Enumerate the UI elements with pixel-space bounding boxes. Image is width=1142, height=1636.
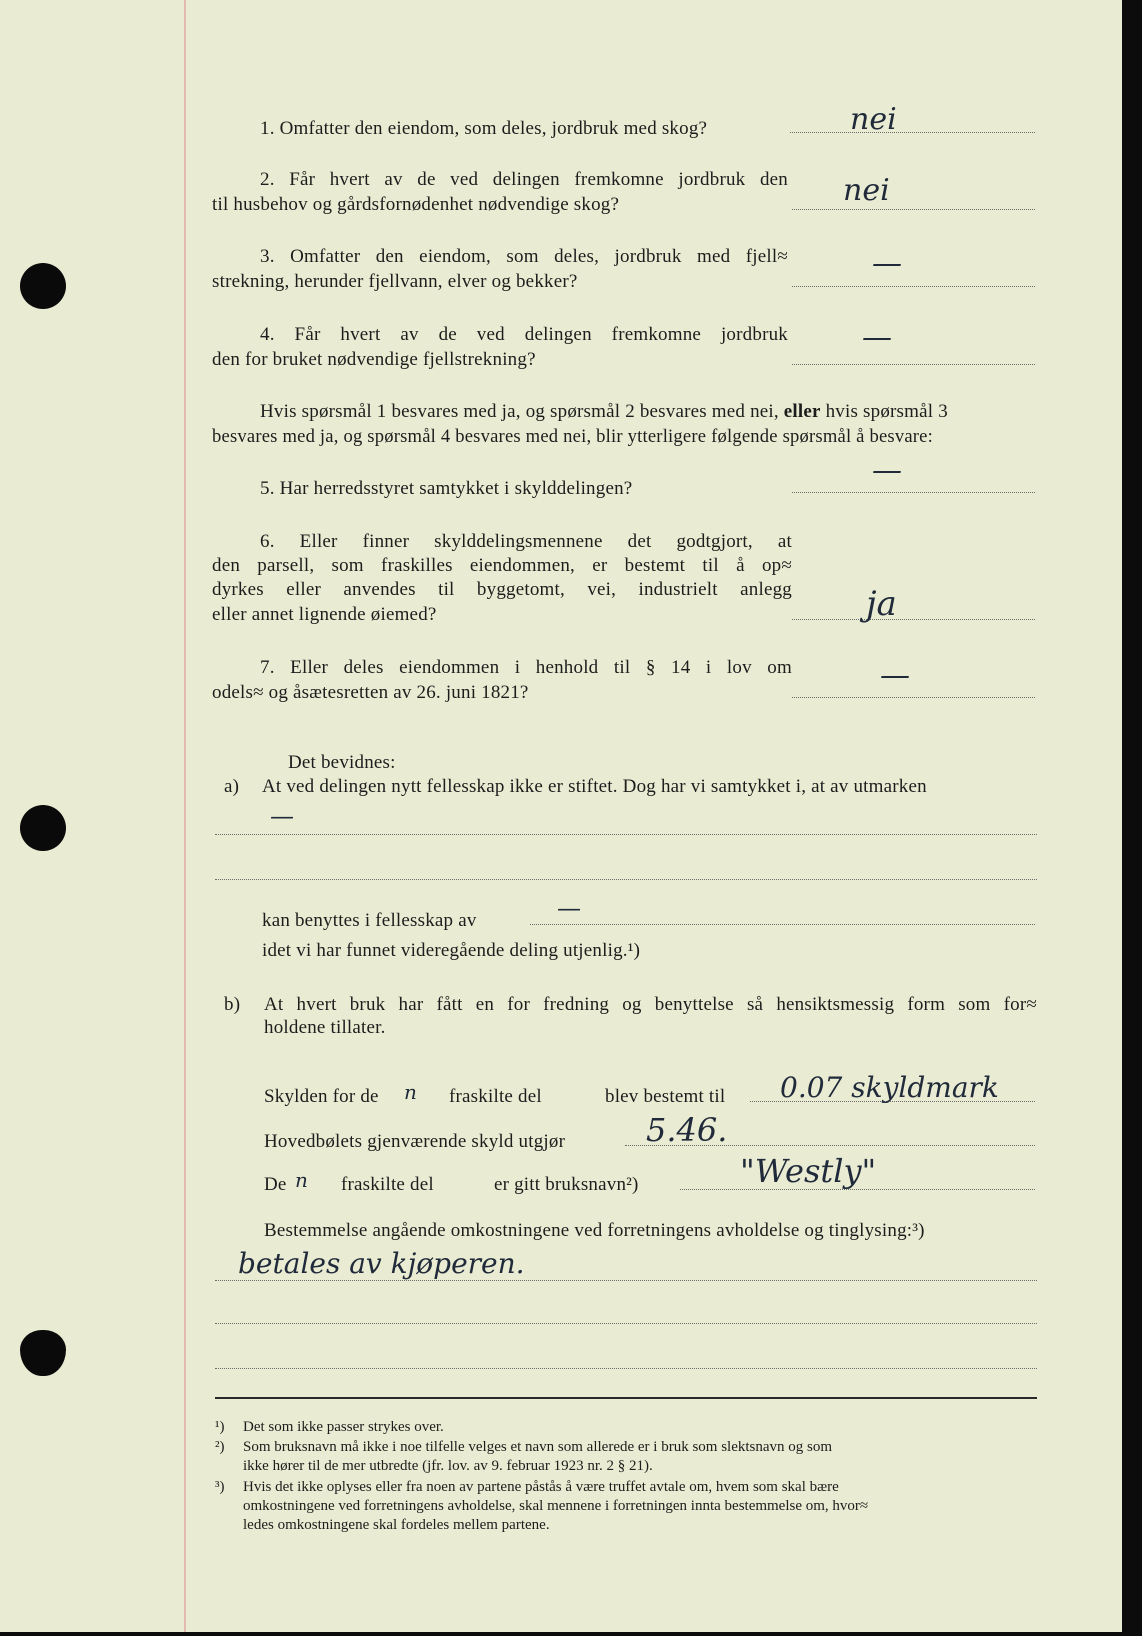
condition-line-1c: hvis spørsmål 3 [825,401,948,422]
answer-line-6 [792,619,1035,620]
fellesskap-line [530,924,1035,925]
hovedbol-label: Hovedbølets gjenværende skyld utgjør [264,1131,566,1152]
question-6-line-2: den parsell, som fraskilles eiendommen, er bestemt til å op≈ [212,555,792,576]
punch-hole-top [20,263,66,309]
attest-a-handwriting: — [270,802,294,830]
answer-6: ja [866,584,897,624]
footnote-2-mark: ²) [215,1439,225,1455]
question-6-line-4: eller annet lignende øiemed? [212,604,437,625]
utmarken-line-1 [215,834,1037,835]
attest-b-line-2: holdene tillater. [264,1017,386,1038]
condition-eller: eller [783,401,821,422]
footnote-2-line-1: Som bruksnavn må ikke i noe tilfelle velges et navn som allerede er i bruk som slektsnavn og som [243,1439,833,1455]
punch-hole-middle [20,805,66,851]
footnote-3-line-2: omkostningene ved forretningens avholdelse, skal mennene i forretningen innta bestemmelse om, hvor≈ [243,1498,869,1514]
skylden-label-3: blev bestemt til [605,1086,726,1107]
attest-heading: Det bevidnes: [288,752,396,773]
answer-4: — [862,320,892,355]
skylden-handwritten-n: n [404,1080,417,1104]
bruksnavn-label-3: er gitt bruksnavn²) [494,1174,639,1195]
utmarken-line-2 [215,879,1037,880]
answer-1: nei [850,102,897,137]
question-3-line-2: strekning, herunder fjellvann, elver og bekker? [212,271,578,292]
bruksnavn-label-2: fraskilte del [341,1174,434,1195]
skylden-handwriting: 0.07 skyldmark [780,1071,999,1104]
answer-5: — [872,453,902,488]
hovedbol-handwriting: 5.46. [646,1111,728,1149]
bestemmelse-line-3 [215,1368,1037,1369]
question-7-line-2: odels≈ og åsætesretten av 26. juni 1821? [212,682,529,703]
answer-line-7 [792,697,1035,698]
bestemmelse-line-2 [215,1323,1037,1324]
question-6-line-3: dyrkes eller anvendes til byggetomt, vei, industrielt anlegg [212,579,792,600]
question-4-line-2: den for bruket nødvendige fjellstrekning? [212,349,536,370]
condition-line-2: besvares med ja, og spørsmål 4 besvares med nei, blir ytterligere følgende spørsmål å besvare: [212,426,934,447]
attest-a-marker: a) [224,776,240,797]
bestemmelse-handwriting: betales av kjøperen. [238,1247,525,1280]
bruksnavn-handwritten-n: n [295,1168,308,1192]
answer-line-5 [792,492,1035,493]
footnote-1-line-1: Det som ikke passer strykes over. [243,1419,444,1435]
bestemmelse-line-1 [215,1280,1037,1281]
question-7-line-1: 7. Eller deles eiendommen i henhold til § 14 i lov om [260,657,792,678]
question-4-line-1: 4. Får hvert av de ved delingen fremkomne jordbruk [260,324,788,345]
question-3-line-1: 3. Omfatter den eiendom, som deles, jordbruk med fjell≈ [260,246,788,267]
margin-line [184,0,186,1632]
fellesskap-label: kan benyttes i fellesskap av [262,910,477,931]
question-2-line-1: 2. Får hvert av de ved delingen fremkomne jordbruk den [260,169,788,190]
skylden-label-1: Skylden for de [264,1086,379,1107]
answer-line-3 [792,286,1035,287]
question-1: 1. Omfatter den eiendom, som deles, jordbruk med skog? [260,118,708,139]
attest-b-line-1: At hvert bruk har fått en for fredning og benyttelse så hensiktsmessig form som for≈ [264,994,1037,1015]
fellesskap-handwriting: — [557,894,581,922]
attest-b-marker: b) [224,994,241,1015]
bruksnavn-label-1: De [264,1174,287,1195]
answer-2: nei [843,173,890,208]
punch-hole-bottom [20,1330,66,1376]
footnote-3-mark: ³) [215,1479,225,1495]
answer-line-4 [792,364,1035,365]
bruksnavn-handwriting: "Westly" [740,1152,877,1190]
question-2-line-2: til husbehov og gårdsfornødenhet nødvendige skog? [212,194,620,215]
footnote-rule [215,1397,1037,1399]
footnote-2-line-2: ikke hører til de mer utbredte (jfr. lov. av 9. februar 1923 nr. 2 § 21). [243,1458,653,1474]
answer-line-1 [790,132,1035,133]
condition-line-1a: Hvis spørsmål 1 besvares med ja, og spørsmål 2 besvares med nei, [260,401,779,422]
answer-line-2 [792,209,1035,210]
question-5: 5. Har herredsstyret samtykket i skylddelingen? [260,478,633,499]
answer-3: — [872,246,902,281]
bestemmelse-label: Bestemmelse angående omkostningene ved forretningens avholdelse og tinglysing:³) [264,1220,925,1241]
footnote-1-mark: ¹) [215,1419,225,1435]
answer-7: — [880,658,910,693]
footnote-3-line-1: Hvis det ikke oplyses eller fra noen av partene påstås å være truffet avtale om, hvem som skal bære [243,1479,839,1495]
attest-a-text: At ved delingen nytt fellesskap ikke er stiftet. Dog har vi samtykket i, at av utmarken [262,776,927,797]
condition-line-1 [260,400,948,424]
skylden-label-2: fraskilte del [449,1086,542,1107]
utjenlig-text: idet vi har funnet videregående deling utjenlig.¹) [262,940,641,961]
question-6-line-1: 6. Eller finner skylddelingsmennene det godtgjort, at [260,531,792,552]
footnote-3-line-3: ledes omkostningene skal fordeles mellem partene. [243,1517,550,1533]
